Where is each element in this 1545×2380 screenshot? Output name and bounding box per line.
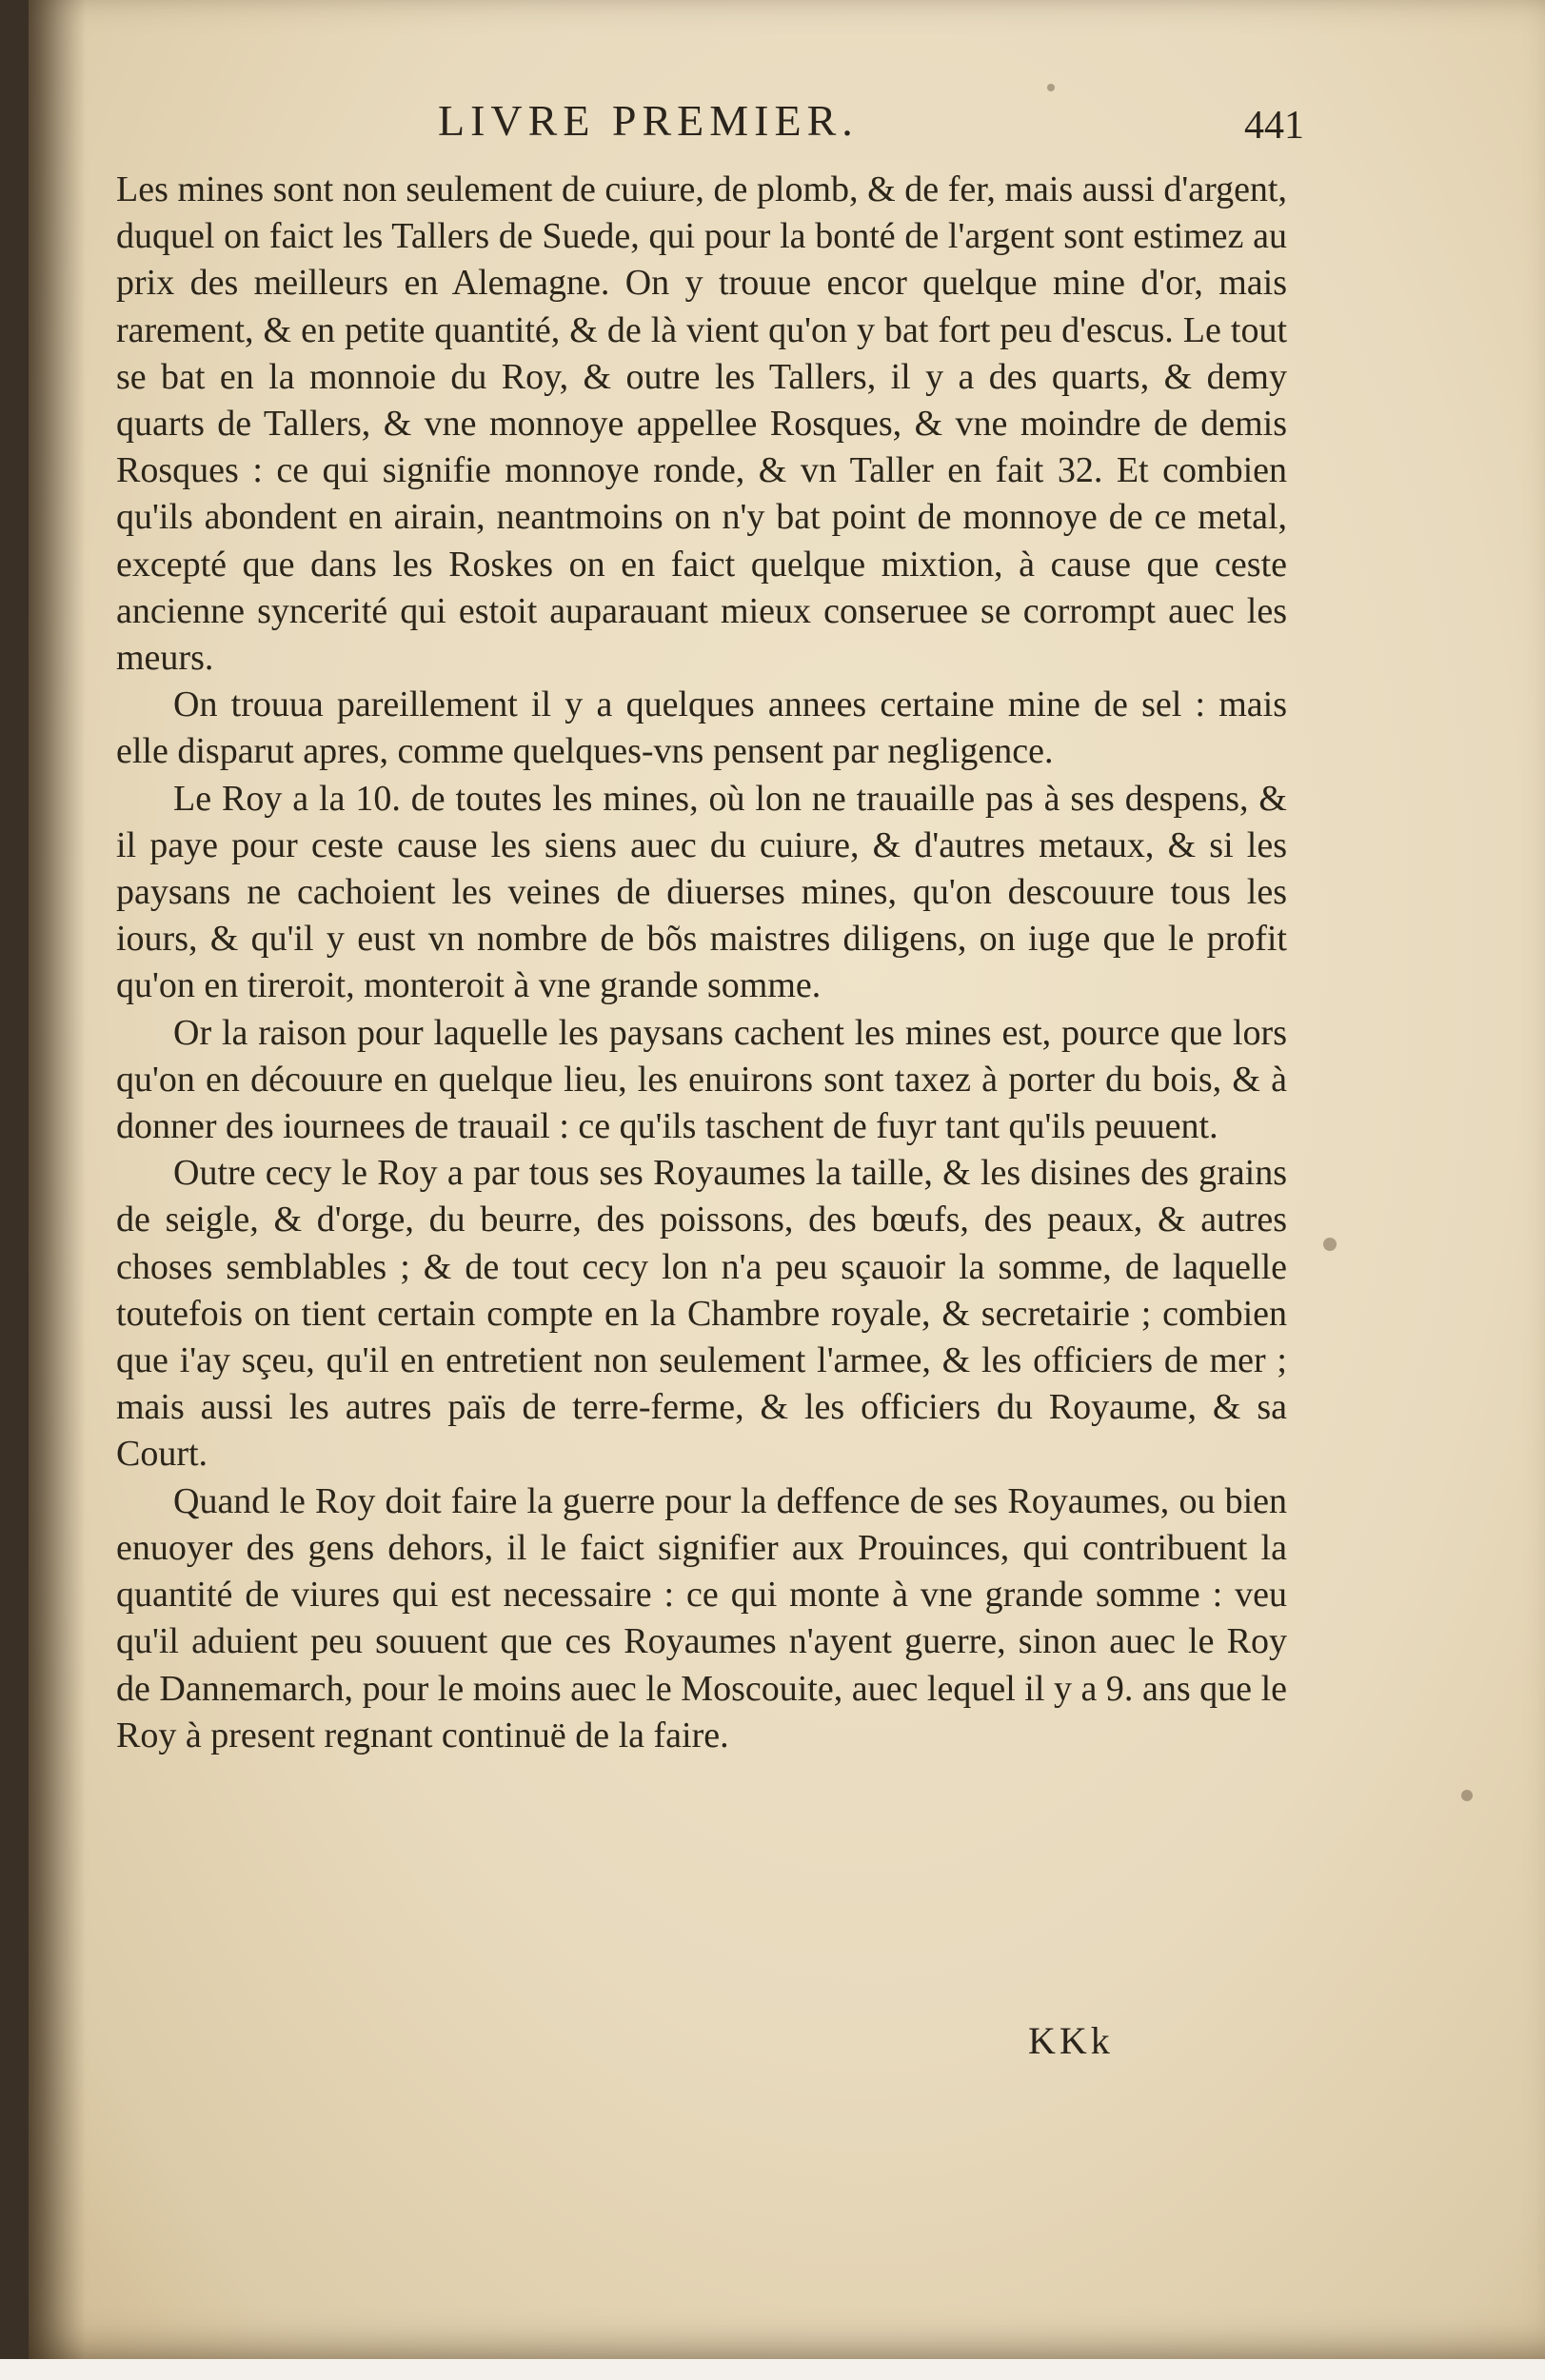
paragraph-mines: Les mines sont non seulement de cuiure, de plomb, & de fer, mais aussi d'argent, duquel on faict les Tallers de Suede, qui pour la bonté de l'argent sont estimez au prix des meilleurs en Alemagne. On y trouue encor quelque mine d'or, mais rarement, & en petite quantité, & de là vient qu'on y bat fort peu d'escus. Le tout se bat en la monnoie du Roy, & outre les Tallers, il y a des quarts, & demy quarts de Tallers, & vne monnoye appellee Rosques, & vne moindre de demis Rosques : ce qui signifie monnoye ronde, & vn Taller en fait 32. Et combien qu'ils abondent en airain, neantmoins on n'y bat point de monnoye de ce metal, excepté que dans les Roskes on en faict quelque mixtion, à cause que ceste ancienne syncerité qui estoit auparauant mieux conseruee se corrompt auec les meurs. [116,169,1287,679]
paragraph-war-provisions: Quand le Roy doit faire la guerre pour la deffence de ses Royaumes, ou bien enuoyer des gens dehors, il le faict signifier aux Prouinces, qui contribuent la quantité de viures qui est necessaire : ce qui monte à vne grande somme : veu qu'il aduient peu souuent que ces Royaumes n'ayent guerre, sinon auec le Roy de Dannemarch, pour le moins auec le Moscouite, auec lequel il y a 9. ans que le Roy à present regnant continuë de la faire. [116,1480,1287,1755]
ink-smudge [1323,1238,1337,1251]
body-text [116,167,1287,1759]
ink-smudge [1461,1790,1473,1801]
running-title: LIVRE PREMIER. [438,96,859,145]
paragraph-hidden-mines: Or la raison pour laquelle les paysans cachent les mines est, pource que lors qu'on en découure en quelque lieu, les enuirons sont taxez à porter du bois, & à donner des iournees de trauail : ce qu'ils taschent de fuyr tant qu'ils peuuent. [116,1012,1287,1147]
paragraph-royal-tenth: Le Roy a la 10. de toutes les mines, où lon ne trauaille pas à ses despens, & il paye pour ceste cause les siens auec du cuiure, & d'autres metaux, & si les paysans ne cachoient les veines de diuerses mines, qu'on descouure tous les iours, & qu'il y eust vn nombre de bõs maistres diligens, on iuge que le profit qu'on en tireroit, monteroit à vne grande somme. [116,778,1287,1006]
ink-smudge [1047,84,1055,91]
paragraph-taxes: Outre cecy le Roy a par tous ses Royaumes la taille, & les disines des grains de seigle, & d'orge, du beurre, des poissons, des bœufs, des peaux, & autres choses semblables ; & de tout cecy lon n'a peu sçauoir la somme, de laquelle toutefois on tient certain compte en la Chambre royale, & secretairie ; combien que i'ay sçeu, qu'il en entretient non seulement l'armee, & les officiers de mer ; mais aussi les autres païs de terre-ferme, & les officiers du Royaume, & sa Court. [116,1153,1287,1475]
page-bottom-edge [0,2359,1545,2380]
page-header [114,95,1304,152]
page-number: 441 [1244,104,1304,148]
paragraph-salt-mine: On trouua pareillement il y a quelques annees certaine mine de sel : mais elle disparut apres, comme quelques-vns pensent par negligence. [116,684,1287,772]
signature-mark: KKk [1028,2019,1114,2062]
gutter-shadow [29,0,86,2359]
